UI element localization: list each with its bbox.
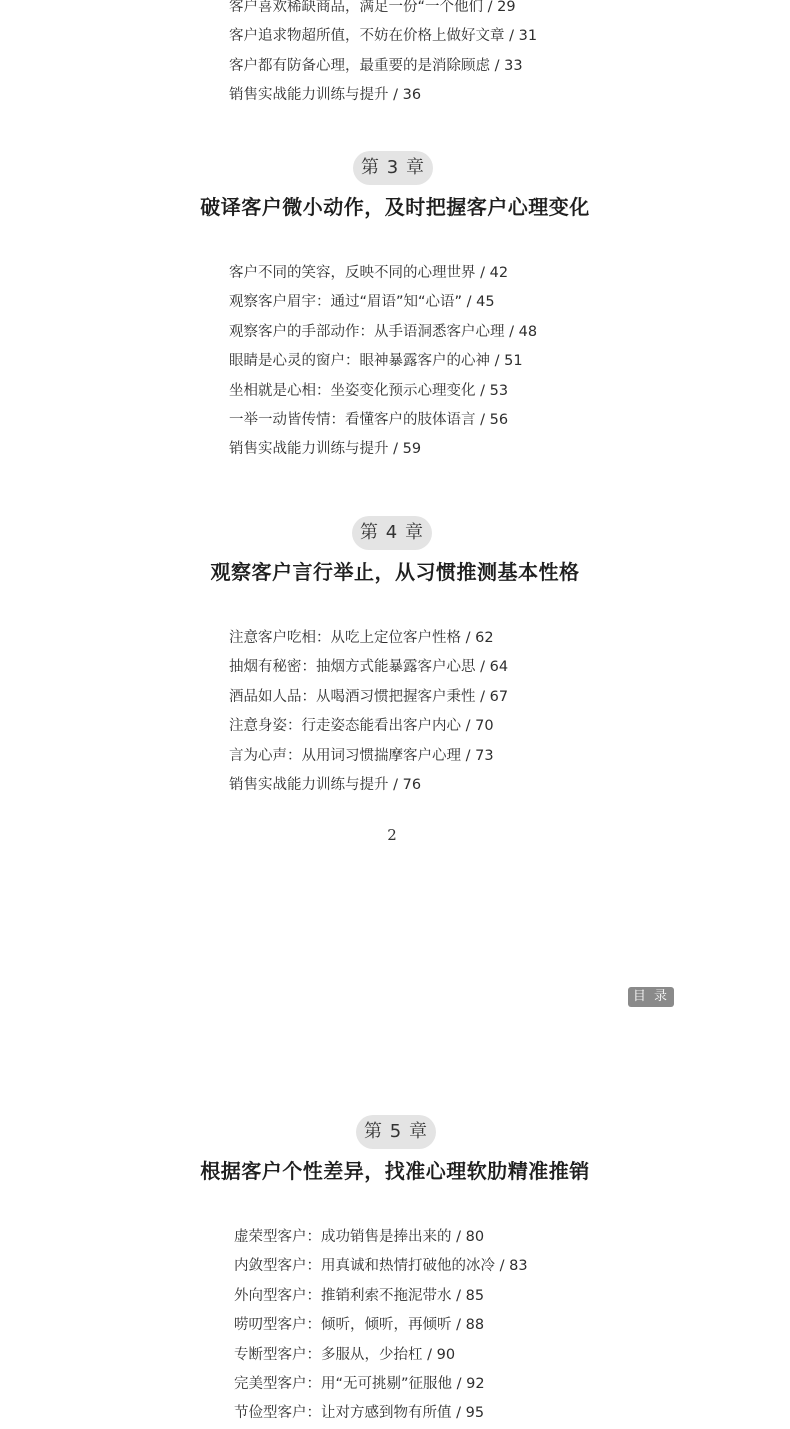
toc-list-chapter-4 [229, 624, 508, 800]
chapter-4-title: 观察客户言行举止，从习惯推测基本性格 [210, 560, 580, 584]
chapter-5-label: 第 5 章 [356, 1115, 436, 1149]
toc-entry[interactable]: 完美型客户：用“无可挑剔”征服他 / 92 [234, 1375, 485, 1392]
toc-entry[interactable]: 客户追求物超所值，不妨在价格上做好文章 / 31 [229, 28, 538, 45]
toc-list-top [229, 0, 537, 111]
toc-entry[interactable]: 销售实战能力训练与提升 / 36 [229, 87, 422, 104]
chapter-4-label: 第 4 章 [352, 516, 432, 550]
toc-entry[interactable]: 外向型客户：推销利索不拖泥带水 / 85 [234, 1287, 485, 1304]
toc-entry[interactable]: 言为心声：从用词习惯揣摩客户心理 / 73 [229, 747, 494, 764]
toc-entry[interactable]: 观察客户眉宇：通过“眉语”知“心语” / 45 [229, 294, 495, 311]
toc-entry[interactable]: 客户不同的笑容，反映不同的心理世界 / 42 [229, 265, 509, 281]
chapter-5-title: 根据客户个性差异，找准心理软肋精准推销 [200, 1159, 590, 1183]
toc-entry[interactable]: 销售实战能力训练与提升 / 76 [229, 776, 422, 793]
toc-entry[interactable]: 酒品如人品：从喝酒习惯把握客户秉性 / 67 [229, 688, 509, 705]
toc-entry[interactable]: 内敛型客户：用真诚和热情打破他的冰冷 / 83 [234, 1258, 528, 1275]
toc-entry[interactable]: 唠叨型客户：倾听，倾听，再倾听 / 88 [234, 1317, 485, 1334]
toc-list-chapter-3 [229, 259, 537, 465]
toc-entry[interactable]: 专断型客户：多服从，少抬杠 / 90 [234, 1346, 456, 1363]
page-number: 2 [387, 826, 397, 844]
chapter-3-label: 第 3 章 [353, 151, 433, 185]
toc-entry[interactable]: 一举一动皆传情：看懂客户的肢体语言 / 56 [229, 411, 509, 428]
toc-entry[interactable]: 节俭型客户：让对方感到物有所值 / 95 [234, 1405, 485, 1422]
toc-entry[interactable]: 抽烟有秘密：抽烟方式能暴露客户心思 / 64 [229, 659, 509, 676]
toc-entry[interactable]: 坐相就是心相：坐姿变化预示心理变化 / 53 [229, 382, 509, 399]
toc-entry[interactable]: 注意身姿：行走姿态能看出客户内心 / 70 [229, 718, 494, 735]
toc-entry[interactable]: 眼睛是心灵的窗户：眼神暴露客户的心神 / 51 [229, 353, 523, 370]
toc-entry[interactable]: 注意客户吃相：从吃上定位客户性格 / 62 [229, 630, 494, 646]
toc-list-chapter-5 [234, 1223, 528, 1429]
toc-entry[interactable]: 客户喜欢稀缺商品，满足一份“一个他们 / 29 [229, 0, 516, 15]
toc-entry[interactable]: 销售实战能力训练与提升 / 59 [229, 441, 422, 458]
toc-entry[interactable]: 客户都有防备心理，最重要的是消除顾虑 / 33 [229, 57, 523, 74]
toc-entry[interactable]: 虚荣型客户：成功销售是捧出来的 / 80 [234, 1229, 485, 1245]
toc-tab-button[interactable]: 目 录 [628, 987, 674, 1007]
chapter-3-title: 破译客户微小动作，及时把握客户心理变化 [200, 195, 590, 219]
toc-entry[interactable]: 观察客户的手部动作：从手语洞悉客户心理 / 48 [229, 323, 538, 340]
